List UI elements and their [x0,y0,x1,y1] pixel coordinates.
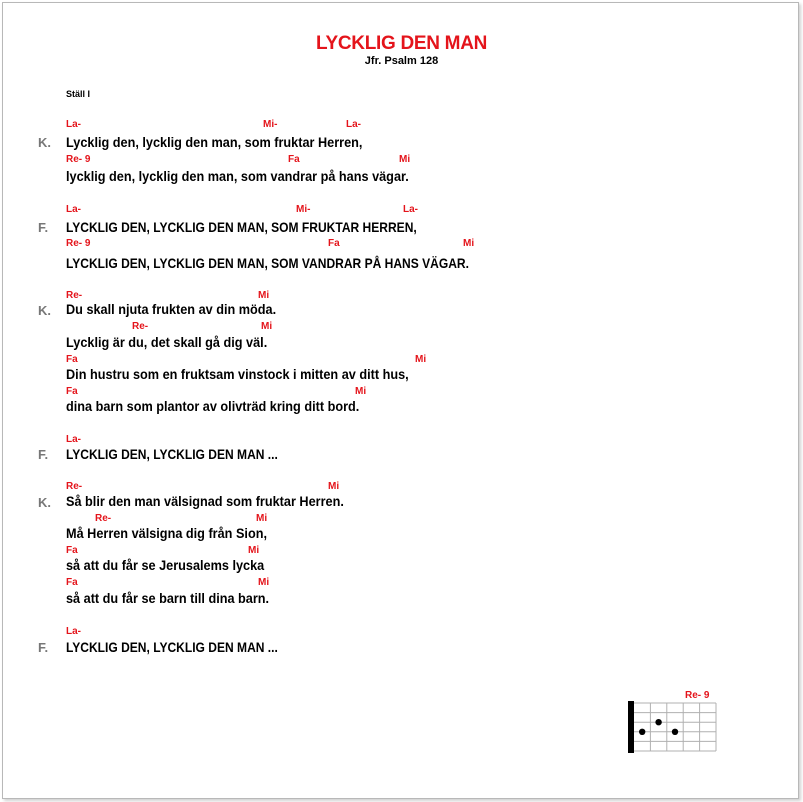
chord-mi: Mi [355,386,367,397]
lyric-line: så att du får se Jerusalems lycka [66,558,265,573]
cantor-label: K. [38,495,51,510]
chord-mi-minor: Mi- [263,119,278,130]
chord-re9: Re- 9 [66,154,91,165]
chord-diagram-nut [628,701,634,753]
congregation-label: F. [38,447,49,462]
congregation-label: F. [38,220,49,235]
lyric-line: Så blir den man välsignad som fruktar Herren. [66,494,344,509]
chord-la: La- [403,204,418,215]
chord-mi: Mi [258,577,270,588]
chord-la: La- [66,119,81,130]
diagram-finger-dot [655,719,661,725]
chord-re: Re- [66,481,83,492]
chord-mi: Mi [258,290,270,301]
chord-la: La- [346,119,361,130]
congregation-label: F. [38,640,49,655]
chord-mi-minor: Mi- [296,204,311,215]
chord-fa: Fa [66,386,78,397]
chord-re: Re- [95,513,112,524]
chord-fa: Fa [328,238,340,249]
chord-la: La- [66,434,81,445]
chord-mi: Mi [261,321,273,332]
chord-diagram-grid [634,703,716,751]
chord-mi: Mi [328,481,340,492]
refrain-line: LYCKLIG DEN, LYCKLIG DEN MAN, SOM FRUKTAR HERREN, [66,219,417,235]
refrain-line: LYCKLIG DEN, LYCKLIG DEN MAN, SOM VANDRAR PÅ HANS VÄGAR. [66,255,469,271]
lyric-line: Lycklig är du, det skall gå dig väl. [66,335,268,350]
lyric-line: dina barn som plantor av olivträd kring ditt bord. [66,399,360,414]
refrain-line: LYCKLIG DEN, LYCKLIG DEN MAN ... [66,446,278,462]
lyric-line: Du skall njuta frukten av din möda. [66,302,277,317]
chord-fa: Fa [66,354,78,365]
lyric-line: Må Herren välsigna dig från Sion, [66,526,267,541]
chord-diagram-name: Re- 9 [685,690,710,701]
chord-fa: Fa [66,577,78,588]
chord-mi: Mi [248,545,260,556]
chord-la: La- [66,626,81,637]
cantor-label: K. [38,303,51,318]
lyric-line: Lycklig den, lycklig den man, som fruktar Herren, [66,135,363,150]
chord-mi: Mi [399,154,411,165]
chord-mi: Mi [463,238,475,249]
chord-re: Re- [66,290,83,301]
diagram-finger-dot [639,729,645,735]
refrain-line: LYCKLIG DEN, LYCKLIG DEN MAN ... [66,639,278,655]
chord-la: La- [66,204,81,215]
chord-re9: Re- 9 [66,238,91,249]
chord-mi: Mi [256,513,268,524]
capo-instruction: Ställ I [66,89,91,99]
lyric-line: så att du får se barn till dina barn. [66,591,270,606]
chord-mi: Mi [415,354,427,365]
song-subtitle: Jfr. Psalm 128 [364,55,439,67]
diagram-finger-dot [672,729,678,735]
chord-diagram-dots [639,719,678,735]
chord-re: Re- [132,321,149,332]
chord-fa: Fa [66,545,78,556]
chord-diagram [626,700,718,754]
lyric-line: Din hustru som en fruktsam vinstock i mitten av ditt hus, [66,367,409,382]
song-title: LYCKLIG DEN MAN [315,33,488,54]
cantor-label: K. [38,135,51,150]
chord-fa: Fa [288,154,300,165]
lyric-line: lycklig den, lycklig den man, som vandrar på hans vägar. [66,169,409,184]
